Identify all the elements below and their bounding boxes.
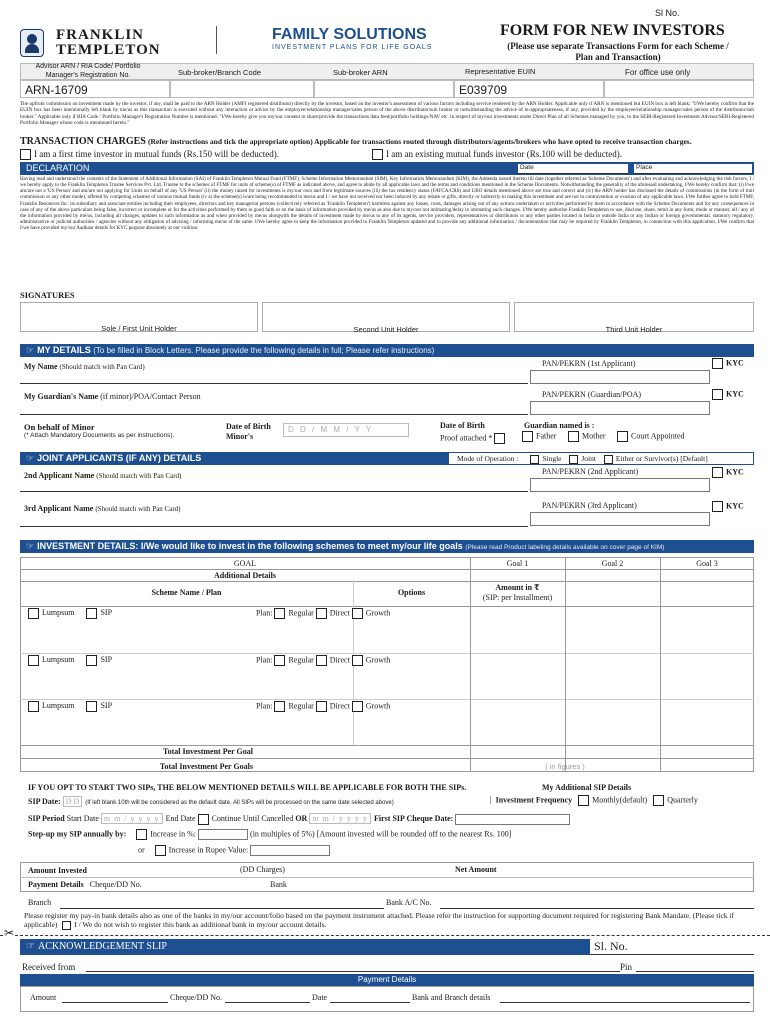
single-option[interactable]: Single xyxy=(530,454,561,463)
growth-checkbox[interactable] xyxy=(352,701,363,712)
dd-charges-label: (DD Charges) xyxy=(240,865,285,874)
goal2-header: Goal 2 xyxy=(601,559,624,568)
kyc2[interactable]: KYC xyxy=(712,467,744,478)
minor-hint: (* Attach Mandatory Documents as per instructions). xyxy=(24,432,175,439)
investment-frequency: | Investment Frequency Monthly(default) Quarterly xyxy=(490,795,698,805)
sip-option[interactable]: SIP xyxy=(86,608,112,617)
amount-invested-label: Amount Invested xyxy=(28,866,87,875)
joint-applicants-bar: ☞ JOINT APPLICANTS (IF ANY) DETAILS xyxy=(20,452,754,465)
header-divider xyxy=(216,26,217,54)
second-signature-label: Second Unit Holder xyxy=(353,325,419,334)
ack-bank-branch-input[interactable] xyxy=(500,1002,750,1003)
declaration-bar: DECLARATION xyxy=(20,162,754,175)
growth-checkbox[interactable] xyxy=(352,608,363,619)
lumpsum-option[interactable]: Lumpsum xyxy=(28,701,74,710)
first-cheque-date-input[interactable] xyxy=(455,814,570,825)
minor-dob-label: Date of Birth Minor's xyxy=(226,422,271,441)
second-applicant-input[interactable] xyxy=(20,491,528,492)
sip-option[interactable]: SIP xyxy=(86,701,112,710)
investment-details-bar: ☞ INVESTMENT DETAILS: I/We would like to invest in the following schemes to meet my/our life goals (Please read Product labeling details available on cover page of KIM) xyxy=(20,540,754,553)
pan2-input[interactable] xyxy=(530,478,710,492)
pan2-label: PAN/PEKRN (2nd Applicant) xyxy=(542,467,639,476)
form-subtitle: (Please use separate Transactions Form for each Scheme / Plan and Transaction) xyxy=(507,41,729,62)
ack-payment-box xyxy=(20,986,754,1012)
mother-option[interactable]: Mother xyxy=(568,431,606,442)
minor-label: On behalf of Minor xyxy=(24,422,95,432)
form-title: FORM FOR NEW INVESTORS xyxy=(500,22,725,39)
arn-label: Advisor ARN / RIA Code/ Portfolio Manager's Registration No. xyxy=(35,63,141,79)
stepup-row: Step-up my SIP annually by: Increase in %: (in multiples of 5%) [Amount invested will be rounded off to the nearest Rs. 100] xyxy=(28,829,512,839)
goal1-header: Goal 1 xyxy=(506,559,529,568)
office-use-label: For office use only xyxy=(625,68,691,77)
guardian-named-label: Guardian named is : xyxy=(524,421,595,430)
ack-payment-details-bar: Payment Details xyxy=(20,974,754,986)
subbroker-branch-field[interactable] xyxy=(170,80,314,98)
subbroker-arn-label: Sub-broker ARN xyxy=(333,68,388,77)
franklin-logo: FRANKLIN TEMPLETON xyxy=(20,28,180,60)
my-name-label: My Name (Should match with Pan Card) xyxy=(24,362,145,371)
lumpsum-option[interactable]: Lumpsum xyxy=(28,655,74,664)
ack-cheque-input[interactable] xyxy=(225,1002,310,1003)
ack-bank-branch: Bank and Branch details xyxy=(412,993,491,1002)
subbroker-branch-label: Sub-broker/Branch Code xyxy=(178,68,261,77)
until-cancelled-checkbox[interactable] xyxy=(198,814,209,825)
first-time-checkbox[interactable] xyxy=(20,149,31,160)
sl-no: Sl No. xyxy=(655,8,680,18)
pan1-label: PAN/PEKRN (1st Applicant) xyxy=(542,359,636,368)
increase-rupee-input[interactable] xyxy=(250,845,330,856)
regular-checkbox[interactable] xyxy=(274,608,285,619)
arn-field[interactable]: ARN-16709 xyxy=(20,80,170,98)
received-from-label: Received from xyxy=(22,962,76,972)
increase-pct-checkbox[interactable] xyxy=(136,829,147,840)
my-name-input[interactable] xyxy=(20,383,528,384)
cut-line xyxy=(0,935,770,936)
end-date-input[interactable]: m m / y y y y xyxy=(309,813,371,824)
two-sip-text: IF YOU OPT TO START TWO SIPs, THE BELOW MENTIONED DETAILS WILL BE APPLICABLE FOR BOTH THE SIPs. xyxy=(28,783,467,792)
amount-header: Amount in ₹ (SIP: per Installment) xyxy=(482,583,553,602)
payment-details-label: Payment Details Cheque/DD No. xyxy=(28,880,142,889)
sip-period-row: SIP Period Start Date m m / y y y y End Date Continue Until Cancelled OR m m / y y y y First SIP Cheque Date: xyxy=(28,813,570,825)
regular-checkbox[interactable] xyxy=(274,655,285,666)
direct-checkbox[interactable] xyxy=(316,701,327,712)
pan3-label: PAN/PEKRN (3rd Applicant) xyxy=(542,501,637,510)
euin-field[interactable]: E039709 xyxy=(454,80,604,98)
kyc-guardian[interactable]: KYC xyxy=(712,389,744,400)
family-solutions-title: FAMILY SOLUTIONS xyxy=(272,26,427,43)
third-applicant-label: 3rd Applicant Name (Should match with Pan Card) xyxy=(24,504,181,513)
pan-guardian-input[interactable] xyxy=(530,401,710,415)
subbroker-arn-field[interactable] xyxy=(314,80,454,98)
sip-option[interactable]: SIP xyxy=(86,655,112,664)
transaction-charges-heading: TRANSACTION CHARGES (Refer instructions and tick the appropriate option) Applicable for transactions routed through distributors/agents/brokers who have opted to receive transaction charges. xyxy=(20,136,692,147)
goal3-header: Goal 3 xyxy=(696,559,718,568)
my-details-bar: ☞ MY DETAILS (To be filled in Block Letters. Please provide the following details in full; Please refer instructions) xyxy=(20,344,754,357)
additional-sip-title: My Additional SIP Details xyxy=(542,783,632,792)
office-use-field xyxy=(604,80,754,98)
ack-date-input[interactable] xyxy=(330,1002,410,1003)
pan-guardian-label: PAN/PEKRN (Guardian/POA) xyxy=(542,390,642,399)
logo-emblem-icon xyxy=(20,29,44,57)
start-date-input[interactable]: m m / y y y y xyxy=(101,813,163,824)
ack-title-bar: ☞ ACKNOWLEDGEMENT SLIP xyxy=(20,939,590,955)
existing-checkbox[interactable] xyxy=(372,149,383,160)
upfront-commission-text: The upfront commission on investment made by the investor, if any, shall be paid to the ARN Holder (AMFI registered distributor) directly by the investor, based on the investor's assessment of various factors including service rendered by the ARN Holder. Applicable only if ARN is mentioned but EUIN box is left blank: "I/We hereby confirm that the EUIN box has been intentionally left blank by me/us as this transaction is executed without any interaction or advice by the employee/relationship manager/sales person of the above distributor/sub broker or notwithstanding the advice of in-appropriateness, if any, provided by the employee/relationship manager/sales person of the distributor/sub broker." Applicable only if RIA Code / Portfolio Manager's Registration Number is mentioned: "I/We hereby give you my/our consent to share/provide the transactions data feed/portfolio holdings/NAV etc. in respect of my/our investments under Direct Plan of all Schemes managed by you, to the SEBI-Registered Investment Adviser/SEBI-Registered Portfolio Manager whose code is mentioned herein." xyxy=(20,101,754,127)
pin-input[interactable] xyxy=(636,971,754,972)
either-survivor-option[interactable]: Either or Survivor(s) [Default] xyxy=(604,454,708,463)
scissors-icon: ✂ xyxy=(4,926,15,940)
sole-signature-label: Sole / First Unit Holder xyxy=(101,324,177,333)
declaration-place[interactable]: Place xyxy=(634,164,752,174)
father-option[interactable]: Father xyxy=(522,431,556,442)
in-figures: ( in figures ) xyxy=(545,762,585,771)
lumpsum-option[interactable]: Lumpsum xyxy=(28,608,74,617)
increase-pct-input[interactable] xyxy=(198,829,248,840)
ack-cheque: Cheque/DD No. xyxy=(170,993,222,1002)
branch-label: Branch xyxy=(28,898,52,907)
pan3-input[interactable] xyxy=(530,512,710,526)
direct-checkbox[interactable] xyxy=(316,655,327,666)
total-per-goals: Total Investment Per Goals xyxy=(159,762,253,771)
pointing-hand-icon: ☞ xyxy=(26,346,35,356)
ack-amount: Amount xyxy=(30,993,57,1002)
declaration-text: Having read and understood the contents of the Statement of Additional Information (SAI) of Franklin Templeton Mutual Fund (FTMF), Scheme Information Memorandum (SIM), Key Information Memorandum (KIM), the Addenda issued thereto till date (together referred as 'Scheme Documents') and after evaluating and acknowledging the risk factors, I / we hereby apply to the Franklin Templeton Trustee Services Pvt. Ltd, Trustee to the schemes of FTMF for units of scheme(s) of FTMF as indicated above, and agree to abide by all applicable laws and the terms and conditions mentioned in the Scheme Documents. Notwithstanding the generality of the aforesaid undertaking, I/We hereby confirm that: (i) I/we am/are not a 'US Person' and am/are not applying for Units on behalf of any 'US Person' (ii) the money raised for investments is my/our own and from legitimate sources (iii) the tax residency status (FATCA/CRS) and UBO details mentioned above are true and correct and (iv) the ARN holder has disclosed the details of commissions (in the form of trail commission or any other mode), offered by competing schemes of various mutual funds (iv a) the scheme(s) is/are being recommended to me/us and I / we have not received nor been induced by any rebate or gifts, directly or indirectly in making this investment and are not in contravention or evasion of any applicable laws. I/We further agree to hold FTMF, Franklin Resources Inc. its subsidiary and associate entities including their employees, directors and key managerial persons (collectively referred as 'Franklin Templeton') harmless against any losses, costs, damages arising out of any actions undertaken or activities performed by them in accordance with the Scheme Documents and for any consequences in case of any of the above particulars being false, incorrect or incomplete or for the activities performed by them in good faith or on the basis of information provided by me/us as also due to my/our not intimating/delay in intimating such changes. I/We hereby authorise Franklin Templeton to use, disclose, share, remit in any form, mode or manner, all / any of the information provided by me/us, including all changes, updates to such information as and when provided by me/us alongwith the details of investment made by me/us to any of its agents, service providers, representatives or distributors or any other parties located in India or outside India or any Indian or foreign governmental, statutory regulatory, administrative or judicial authorities / agencies without any obligation of advising / informing me/us of the same. I/We hereby agree to keep the information provided to Franklin Templeton updated and to provide any additional information / documentation that may be required by Franklin Templeton, in connection with this application. I/We confirm that I/we have provided my/our Aadhaar details for KYC purpose absolutely at our volition. xyxy=(20,176,754,232)
scheme-row-2: Lumpsum SIP Plan: Regular Direct Growth xyxy=(28,655,468,666)
minor-dob-input[interactable]: D D / M M / Y Y xyxy=(283,423,409,437)
pin-label: Pin xyxy=(620,962,633,972)
scheme-header: Scheme Name / Plan xyxy=(151,588,222,597)
pan1-input[interactable] xyxy=(530,370,710,384)
ack-amount-input[interactable] xyxy=(62,1002,168,1003)
third-signature-label: Third Unit Holder xyxy=(605,325,663,334)
quarterly-checkbox[interactable] xyxy=(653,795,664,806)
scheme-row-3: Lumpsum SIP Plan: Regular Direct Growth xyxy=(28,701,468,712)
bank-label: Bank xyxy=(270,880,287,889)
existing-investor-option[interactable]: I am an existing mutual funds investor (Rs.100 will be deducted). xyxy=(372,149,622,160)
monthly-checkbox[interactable] xyxy=(578,795,589,806)
ack-sl-no: Sl. No. xyxy=(590,939,754,955)
second-applicant-label: 2nd Applicant Name (Should match with Pan Card) xyxy=(24,471,182,480)
court-appointed-option[interactable]: Court Appointed xyxy=(617,431,685,442)
bank-ac-input[interactable] xyxy=(440,908,754,909)
proof-attached[interactable]: Proof attached * xyxy=(440,433,508,444)
sip-date-input[interactable]: D D xyxy=(63,796,83,807)
regular-checkbox[interactable] xyxy=(274,701,285,712)
ack-date: Date xyxy=(312,993,328,1002)
direct-checkbox[interactable] xyxy=(316,608,327,619)
branch-input[interactable] xyxy=(60,908,384,909)
signatures-title: SIGNATURES xyxy=(20,290,75,300)
family-solutions-subtitle: INVESTMENT PLANS FOR LIFE GOALS xyxy=(272,44,433,51)
increase-rupee-row: or Increase in Rupee Value: xyxy=(138,845,330,856)
third-applicant-input[interactable] xyxy=(20,526,528,527)
additional-details-header: Additional Details xyxy=(213,571,276,580)
increase-rupee-checkbox[interactable] xyxy=(155,845,166,856)
joint-option[interactable]: Joint xyxy=(569,454,596,463)
net-amount-label: Net Amount xyxy=(455,865,497,874)
first-time-investor-option[interactable]: I am a first time investor in mutual funds (Rs.150 will be deducted). xyxy=(20,149,279,160)
scheme-row-1: Lumpsum SIP Plan: Regular Direct Growth xyxy=(28,608,468,619)
bank-ac-label: Bank A/C No. xyxy=(386,898,432,907)
no-register-checkbox[interactable] xyxy=(62,921,71,930)
declaration-date[interactable]: Date xyxy=(518,164,628,174)
guardian-name-input[interactable] xyxy=(20,414,528,415)
pointing-hand-icon: ☞ xyxy=(26,542,35,552)
goal-header: GOAL xyxy=(233,559,257,568)
growth-checkbox[interactable] xyxy=(352,655,363,666)
guardian-name-label: My Guardian's Name (if minor)/POA/Contact Person xyxy=(24,392,201,401)
total-per-goal: Total Investment Per Goal xyxy=(163,747,253,756)
options-header: Options xyxy=(397,588,426,597)
register-bank-text: Please register my pay-in bank details also as one of the banks in my/our account/folio based on the payment instrument attached. Please refer the instruction for supporting document required for registering Bank Mandate. (Please tick if applicable) I / We do not wish to register this bank as additional bank in my/our account details. xyxy=(24,911,735,929)
pointing-hand-icon: ☞ xyxy=(26,941,35,952)
kyc1[interactable]: KYC xyxy=(712,358,744,369)
euin-label: Representative EUIN xyxy=(465,67,536,76)
received-from-input[interactable] xyxy=(86,971,620,972)
pointing-hand-icon: ☞ xyxy=(26,454,35,464)
sip-date-row: SIP Date: D D (If left blank 10th will be considered as the default date. All SIPs will be processed on the same date selected above) xyxy=(28,797,394,806)
mode-of-operation: Mode of Operation : Single Joint Either or Survivor(s) [Default] xyxy=(448,452,754,465)
dob-label: Date of Birth xyxy=(440,421,485,430)
kyc3[interactable]: KYC xyxy=(712,501,744,512)
